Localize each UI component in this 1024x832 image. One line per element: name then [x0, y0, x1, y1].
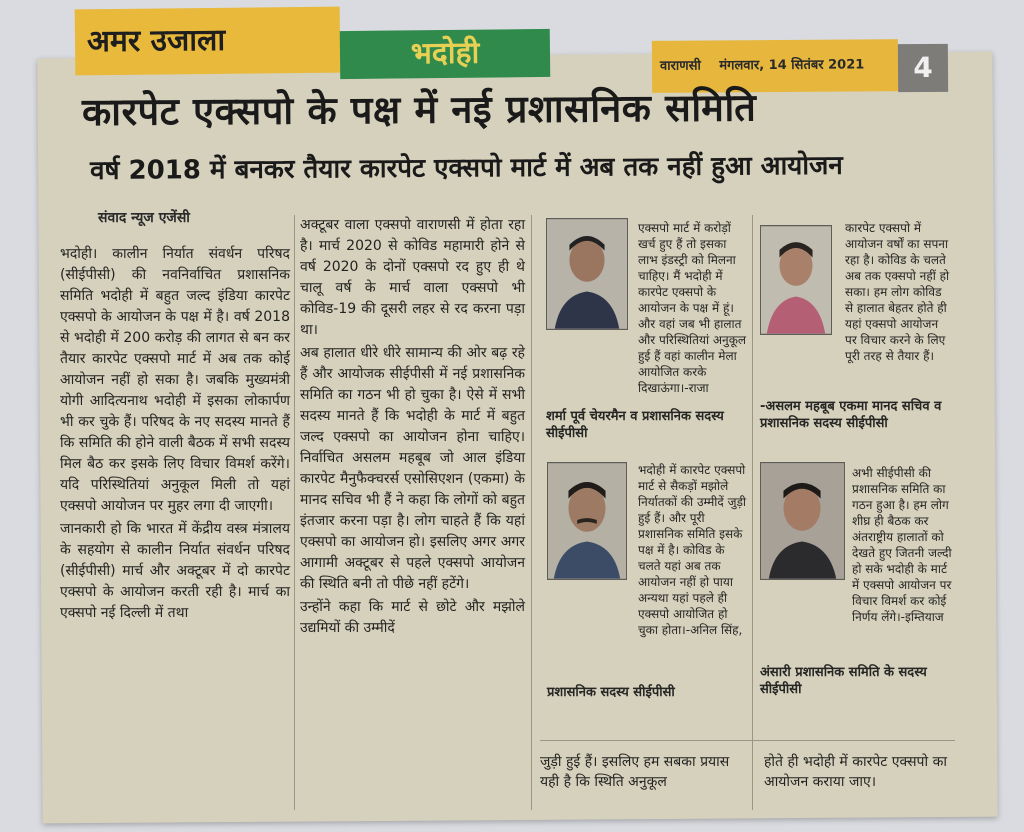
article-continuation: जुड़ी हुई हैं। इसलिए हम सबका प्रयास यही है कि स्थिति अनुकूल	[540, 754, 730, 790]
article-continuation: होते ही भदोही में कारपेट एक्सपो का आयोजन कराया जाए।	[764, 754, 947, 790]
article-column-1	[60, 244, 290, 626]
byline-agency: संवाद न्यूज एजेंसी	[98, 210, 190, 226]
quote-text	[845, 220, 950, 364]
paragraph: अब हालात धीरे धीरे सामान्य की ओर बढ़ रहे हैं और आयोजक सीईपीसी में नई प्रशासनिक समिति का गठन भी हो चुका है। ऐसे में सभी सदस्य मानते हैं कि भदोही के मार्ट में बहुत जल्द एक्सपो का आयोजन होना चाहिए। निर्वाचित असलम महबूब जो आल इंडिया कारपेट मैनुफैक्चरर्स एसोसिएशन (एकमा) के मानद सचिव भी हैं ने कहा कि लोगों को बहुत इंतजार करना पड़ा है। लोग चाहते हैं कि यहां एक्सपो का आयोजन हो। इसलिए अगर अगर आगामी अक्टूबर से पहले एक्सपो आयोजन की स्थिति बनी तो पीछे नहीं हटेंगे।	[300, 345, 525, 592]
quote-author: -असलम महबूब एकमा मानद सचिव व प्रशासनिक सदस्य सीईपीसी	[760, 399, 942, 431]
quote-text	[852, 465, 952, 625]
paragraph: अक्टूबर वाला एक्सपो वाराणसी में होता रहा है। मार्च 2020 से कोविड महामारी होने से वर्ष 2020 के दोनों एक्सपो रद हुए ही थे चालू वर्ष के मार्च वाला एक्सपो भी कोविड-19 की दूसरी लहर से रद करना पड़ा था।	[300, 217, 525, 338]
portrait-photo	[760, 462, 845, 580]
paragraph: जानकारी हो कि भारत में केंद्रीय वस्त्र मंत्रालय के सहयोग से कालीन निर्यात संवर्धन परिषद (सीईपीसी) मार्च और अक्टूबर में दो कारपेट एक्सपो के आयोजन करती रही है। मार्च का एक्सपो नई दिल्ली में तथा	[60, 521, 290, 621]
portrait-photo	[547, 462, 627, 580]
column-divider	[531, 215, 532, 810]
portrait-photo	[760, 225, 832, 335]
portrait-photo	[546, 218, 628, 330]
edition-banner: भदोही	[340, 29, 550, 79]
quote-attribution	[760, 398, 955, 432]
article-column-2	[300, 215, 525, 641]
person-icon	[761, 226, 831, 334]
quote-attribution	[760, 664, 955, 698]
headline: कारपेट एक्सपो के पक्ष में नई प्रशासनिक समिति	[81, 84, 757, 135]
quote-attribution	[546, 408, 751, 442]
person-icon	[547, 219, 627, 329]
quote-author: अंसारी प्रशासनिक समिति के सदस्य सीईपीसी	[760, 665, 927, 697]
page-number: 4	[898, 44, 948, 92]
person-icon	[761, 463, 844, 579]
paragraph: भदोही। कालीन निर्यात संवर्धन परिषद (सीईपीसी) की नवनिर्वाचित प्रशासनिक समिति भदोही में बहुत जल्द इंडिया कारपेट एक्सपो के आयोजन के पक्ष में है। वर्ष 2018 से भदोही में 200 करोड़ की लागत से बन कर तैयार कारपेट एक्सपो मार्ट में अब तक कोई आयोजन नहीं हो सका है। जबकि मुख्यमंत्री योगी आदित्यनाथ भदोही में इसका लोकार्पण भी कर चुके हैं। परिषद के नए सदस्य मानते हैं कि समिति की होने वाली बैठक में सभी सदस्य मिल बैठ कर इसके लिए विचार विमर्श करेंगे। यदि परिस्थितियां अनुकूल मिली तो यहां एक्सपो आयोजन पर मुहर लगा दी जाएगी।	[60, 246, 290, 514]
quote-body: भदोही में कारपेट एक्सपो मार्ट से सैकड़ों मझोले निर्यातकों की उम्मीदें जुड़ी हुई हैं। और पूरी प्रशासनिक समिति इसके पक्ष में है। कोविड के चलते यहां अब तक आयोजन नहीं हो पाया अन्यथा यहां पहले ही एक्सपो आयोजित हो चुका होता।-अनिल सिंह,	[638, 463, 747, 637]
column-divider	[752, 215, 753, 810]
quote-author: शर्मा पूर्व चेयरमैन व प्रशासनिक सदस्य सीईपीसी	[546, 409, 724, 441]
quote-body: अभी सीईपीसी की प्रशासनिक समिति का गठन हुआ है। हम लोग शीघ्र ही बैठक कर अंतराष्ट्रीय हालातों को देखते हुए जितनी जल्दी हो सके भदोही के मार्ट में एक्सपो आयोजन पर विचार विमर्श कर कोई निर्णय लेंगे।-इम्तियाज	[852, 466, 952, 624]
quote-body: एक्सपो मार्ट में करोड़ों खर्च हुए हैं तो इसका लाभ इंडस्ट्री को मिलना चाहिए। मैं भदोही में कारपेट एक्सपो के आयोजन के पक्ष में हूं। और वहां जब भी हालात और परिस्थितियां अनुकूल हुई हैं वहां कालीन मेला आयोजित करके दिखाऊंगा।-राजा	[638, 221, 747, 395]
dateline-date: मंगलवार, 14 सितंबर 2021	[719, 57, 865, 74]
horizontal-rule	[540, 740, 955, 741]
quote-body: कारपेट एक्सपो में आयोजन वर्षों का सपना रहा है। कोविड के चलते अब तक एक्सपो नहीं हो सका। हम लोग कोविड से हालात बेहतर होते ही यहां एक्सपो आयोजन पर विचार करने के लिए पूरी तरह से तैयार हैं।	[845, 221, 950, 363]
column-divider	[294, 215, 295, 810]
quote-text	[638, 462, 750, 638]
paragraph: उन्होंने कहा कि मार्ट से छोटे और मझोले उद्यमियों की उम्मीदें	[300, 599, 525, 636]
quote-text	[638, 220, 748, 396]
person-icon	[548, 463, 626, 579]
quote-attribution	[547, 684, 752, 701]
quote-author: प्रशासनिक सदस्य सीईपीसी	[547, 685, 675, 700]
newspaper-logo: अमर उजाला	[75, 7, 341, 76]
subheadline: वर्ष 2018 में बनकर तैयार कारपेट एक्सपो मार्ट में अब तक नहीं हुआ आयोजन	[89, 150, 843, 187]
dateline-city: वाराणसी	[659, 58, 701, 74]
